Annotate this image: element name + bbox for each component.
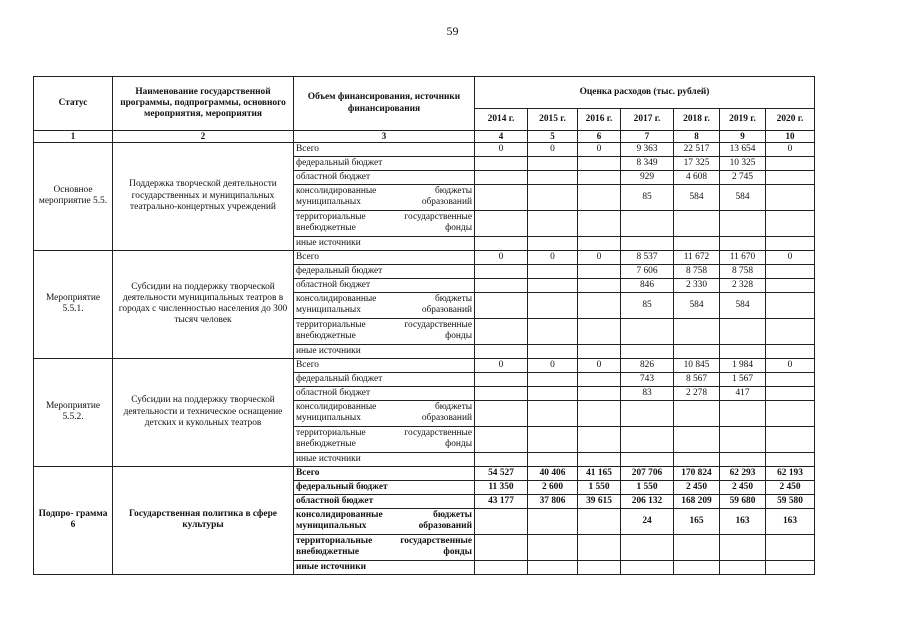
value-cell: 163: [766, 508, 815, 534]
page-number: 59: [446, 24, 459, 38]
value-cell: 11 672: [674, 250, 720, 264]
value-cell: 0: [578, 358, 621, 372]
header-program: Наименование государственной программы, подпрограммы, основного мероприятия, мероприятия: [113, 77, 294, 131]
funding-source-cell: Всего: [294, 142, 475, 156]
value-cell: 1 550: [578, 480, 621, 494]
value-cell: [766, 318, 815, 344]
value-cell: 165: [674, 508, 720, 534]
value-cell: 2 600: [528, 480, 578, 494]
value-cell: 85: [621, 184, 674, 210]
program-name-cell: Поддержка творческой деятельности государственных и муниципальных театрально-концертных учреждений: [113, 142, 294, 250]
value-cell: 584: [674, 184, 720, 210]
status-cell: Мероприятие 5.5.1.: [34, 250, 113, 358]
header-status: Статус: [34, 77, 113, 131]
value-cell: [621, 560, 674, 574]
value-cell: [621, 344, 674, 358]
value-cell: [766, 278, 815, 292]
table-row: [34, 466, 815, 480]
table-row: [34, 142, 815, 156]
funding-source-cell: консолидированные бюджеты муниципальных образований: [294, 292, 475, 318]
value-cell: [720, 318, 766, 344]
value-cell: [578, 534, 621, 560]
funding-source-cell: областной бюджет: [294, 278, 475, 292]
value-cell: [475, 318, 528, 344]
value-cell: 0: [766, 358, 815, 372]
value-cell: 8 758: [720, 264, 766, 278]
value-cell: [528, 210, 578, 236]
column-number: 4: [475, 131, 528, 143]
year-header: 2015 г.: [528, 109, 578, 131]
value-cell: [674, 534, 720, 560]
value-cell: 54 527: [475, 466, 528, 480]
funding-source-cell: иные источники: [294, 560, 475, 574]
value-cell: [766, 184, 815, 210]
funding-source-cell: областной бюджет: [294, 494, 475, 508]
value-cell: [578, 344, 621, 358]
value-cell: [578, 278, 621, 292]
value-cell: 8 758: [674, 264, 720, 278]
value-cell: 9 363: [621, 142, 674, 156]
value-cell: [475, 170, 528, 184]
value-cell: [720, 236, 766, 250]
status-cell: Подпро- грамма 6: [34, 466, 113, 574]
funding-source-cell: иные источники: [294, 452, 475, 466]
value-cell: [475, 278, 528, 292]
value-cell: 10 325: [720, 156, 766, 170]
table-body: [34, 77, 815, 575]
table-row: [34, 358, 815, 372]
value-cell: 206 132: [621, 494, 674, 508]
value-cell: [674, 400, 720, 426]
value-cell: 584: [720, 292, 766, 318]
value-cell: 1 567: [720, 372, 766, 386]
year-header: 2016 г.: [578, 109, 621, 131]
value-cell: [578, 452, 621, 466]
value-cell: [578, 264, 621, 278]
value-cell: 584: [674, 292, 720, 318]
value-cell: [528, 372, 578, 386]
value-cell: 2 450: [720, 480, 766, 494]
value-cell: 40 406: [528, 466, 578, 480]
value-cell: [621, 318, 674, 344]
header-estimate: Оценка расходов (тыс. рублей): [475, 77, 815, 109]
value-cell: 2 328: [720, 278, 766, 292]
budget-table: [33, 76, 815, 575]
value-cell: 2 450: [674, 480, 720, 494]
value-cell: 10 845: [674, 358, 720, 372]
value-cell: 85: [621, 292, 674, 318]
value-cell: 59 680: [720, 494, 766, 508]
column-number: 8: [674, 131, 720, 143]
column-number: 6: [578, 131, 621, 143]
funding-source-cell: областной бюджет: [294, 386, 475, 400]
status-cell: Основное мероприятие 5.5.: [34, 142, 113, 250]
year-header: 2017 г.: [621, 109, 674, 131]
value-cell: [528, 508, 578, 534]
value-cell: 0: [475, 250, 528, 264]
value-cell: [766, 400, 815, 426]
value-cell: [766, 210, 815, 236]
column-number: 2: [113, 131, 294, 143]
funding-source-cell: консолидированные бюджеты муниципальных образований: [294, 400, 475, 426]
funding-source-cell: Всего: [294, 358, 475, 372]
value-cell: [528, 534, 578, 560]
value-cell: [528, 452, 578, 466]
value-cell: [528, 400, 578, 426]
column-number: 9: [720, 131, 766, 143]
value-cell: [720, 400, 766, 426]
value-cell: [674, 452, 720, 466]
value-cell: 8 537: [621, 250, 674, 264]
program-name-cell: Субсидии на поддержку творческой деятельности муниципальных театров в городах с численностью населения до 300 тысяч человек: [113, 250, 294, 358]
value-cell: 0: [578, 250, 621, 264]
funding-source-cell: Всего: [294, 466, 475, 480]
value-cell: 62 293: [720, 466, 766, 480]
value-cell: [578, 210, 621, 236]
value-cell: [578, 156, 621, 170]
value-cell: [674, 210, 720, 236]
value-cell: 846: [621, 278, 674, 292]
value-cell: [528, 170, 578, 184]
value-cell: 0: [766, 142, 815, 156]
column-number: 5: [528, 131, 578, 143]
value-cell: 11 670: [720, 250, 766, 264]
value-cell: [766, 534, 815, 560]
value-cell: 0: [578, 142, 621, 156]
value-cell: [528, 426, 578, 452]
value-cell: [475, 426, 528, 452]
value-cell: [475, 400, 528, 426]
value-cell: [766, 426, 815, 452]
value-cell: 8 349: [621, 156, 674, 170]
funding-source-cell: территориальные государственные внебюджетные фонды: [294, 210, 475, 236]
value-cell: 168 209: [674, 494, 720, 508]
value-cell: 2 330: [674, 278, 720, 292]
column-number: 10: [766, 131, 815, 143]
year-header: 2014 г.: [475, 109, 528, 131]
value-cell: 163: [720, 508, 766, 534]
value-cell: 929: [621, 170, 674, 184]
value-cell: [475, 264, 528, 278]
value-cell: [674, 318, 720, 344]
funding-source-cell: Всего: [294, 250, 475, 264]
value-cell: 0: [475, 142, 528, 156]
value-cell: 0: [766, 250, 815, 264]
value-cell: 2 745: [720, 170, 766, 184]
value-cell: [475, 236, 528, 250]
value-cell: [720, 344, 766, 358]
value-cell: [528, 264, 578, 278]
funding-source-cell: федеральный бюджет: [294, 156, 475, 170]
value-cell: 39 615: [578, 494, 621, 508]
value-cell: [578, 292, 621, 318]
value-cell: [528, 386, 578, 400]
value-cell: [578, 236, 621, 250]
value-cell: [674, 560, 720, 574]
status-cell: Мероприятие 5.5.2.: [34, 358, 113, 466]
value-cell: [766, 452, 815, 466]
value-cell: [475, 372, 528, 386]
funding-source-cell: федеральный бюджет: [294, 264, 475, 278]
value-cell: [720, 210, 766, 236]
value-cell: [578, 560, 621, 574]
value-cell: [621, 210, 674, 236]
value-cell: [621, 426, 674, 452]
value-cell: [674, 236, 720, 250]
column-number: 3: [294, 131, 475, 143]
value-cell: 8 567: [674, 372, 720, 386]
funding-source-cell: территориальные государственные внебюджетные фонды: [294, 534, 475, 560]
value-cell: 7 606: [621, 264, 674, 278]
value-cell: [528, 292, 578, 318]
value-cell: 37 806: [528, 494, 578, 508]
value-cell: 0: [528, 250, 578, 264]
value-cell: [766, 344, 815, 358]
value-cell: [674, 426, 720, 452]
value-cell: 0: [475, 358, 528, 372]
value-cell: [766, 386, 815, 400]
year-header: 2020 г.: [766, 109, 815, 131]
value-cell: 584: [720, 184, 766, 210]
value-cell: [475, 210, 528, 236]
value-cell: [720, 560, 766, 574]
value-cell: 83: [621, 386, 674, 400]
value-cell: 207 706: [621, 466, 674, 480]
column-number: 1: [34, 131, 113, 143]
program-name-cell: Государственная политика в сфере культуры: [113, 466, 294, 574]
value-cell: [621, 452, 674, 466]
value-cell: [475, 156, 528, 170]
value-cell: [621, 236, 674, 250]
value-cell: [766, 372, 815, 386]
value-cell: 41 165: [578, 466, 621, 480]
value-cell: [720, 426, 766, 452]
value-cell: 0: [528, 142, 578, 156]
funding-source-cell: территориальные государственные внебюджетные фонды: [294, 426, 475, 452]
column-number: 7: [621, 131, 674, 143]
value-cell: [766, 560, 815, 574]
header-volume: Объем финансирования, источники финансирования: [294, 77, 475, 131]
table-row: [34, 250, 815, 264]
value-cell: [578, 372, 621, 386]
value-cell: 4 608: [674, 170, 720, 184]
value-cell: [578, 426, 621, 452]
year-header: 2019 г.: [720, 109, 766, 131]
value-cell: 11 350: [475, 480, 528, 494]
value-cell: 17 325: [674, 156, 720, 170]
funding-source-cell: областной бюджет: [294, 170, 475, 184]
value-cell: [621, 534, 674, 560]
value-cell: 1 984: [720, 358, 766, 372]
value-cell: [578, 318, 621, 344]
funding-source-cell: территориальные государственные внебюджетные фонды: [294, 318, 475, 344]
value-cell: [528, 318, 578, 344]
value-cell: [528, 184, 578, 210]
value-cell: [475, 292, 528, 318]
value-cell: [475, 560, 528, 574]
value-cell: [674, 344, 720, 358]
value-cell: 170 824: [674, 466, 720, 480]
value-cell: [766, 156, 815, 170]
value-cell: [475, 386, 528, 400]
value-cell: [766, 236, 815, 250]
value-cell: [578, 508, 621, 534]
value-cell: [766, 170, 815, 184]
value-cell: 59 580: [766, 494, 815, 508]
value-cell: [528, 344, 578, 358]
funding-source-cell: иные источники: [294, 344, 475, 358]
value-cell: [621, 400, 674, 426]
funding-source-cell: консолидированные бюджеты муниципальных образований: [294, 508, 475, 534]
value-cell: [578, 170, 621, 184]
value-cell: [578, 400, 621, 426]
value-cell: 62 193: [766, 466, 815, 480]
funding-source-cell: иные источники: [294, 236, 475, 250]
value-cell: 43 177: [475, 494, 528, 508]
value-cell: [720, 452, 766, 466]
funding-source-cell: консолидированные бюджеты муниципальных образований: [294, 184, 475, 210]
funding-source-cell: федеральный бюджет: [294, 372, 475, 386]
funding-source-cell: федеральный бюджет: [294, 480, 475, 494]
column-number-row: [34, 131, 815, 143]
value-cell: 22 517: [674, 142, 720, 156]
value-cell: 2 278: [674, 386, 720, 400]
value-cell: [720, 534, 766, 560]
header-row-top: [34, 77, 815, 109]
value-cell: 826: [621, 358, 674, 372]
value-cell: [475, 184, 528, 210]
value-cell: [475, 534, 528, 560]
value-cell: [528, 156, 578, 170]
value-cell: 1 550: [621, 480, 674, 494]
value-cell: [766, 264, 815, 278]
year-header: 2018 г.: [674, 109, 720, 131]
program-name-cell: Субсидии на поддержку творческой деятельности и техническое оснащение детских и кукольных театров: [113, 358, 294, 466]
value-cell: [475, 452, 528, 466]
value-cell: 2 450: [766, 480, 815, 494]
value-cell: [766, 292, 815, 318]
value-cell: [578, 386, 621, 400]
value-cell: [475, 508, 528, 534]
value-cell: 417: [720, 386, 766, 400]
value-cell: [475, 344, 528, 358]
value-cell: [578, 184, 621, 210]
value-cell: 743: [621, 372, 674, 386]
value-cell: 0: [528, 358, 578, 372]
value-cell: [528, 560, 578, 574]
value-cell: [528, 278, 578, 292]
value-cell: 13 654: [720, 142, 766, 156]
value-cell: [528, 236, 578, 250]
value-cell: 24: [621, 508, 674, 534]
